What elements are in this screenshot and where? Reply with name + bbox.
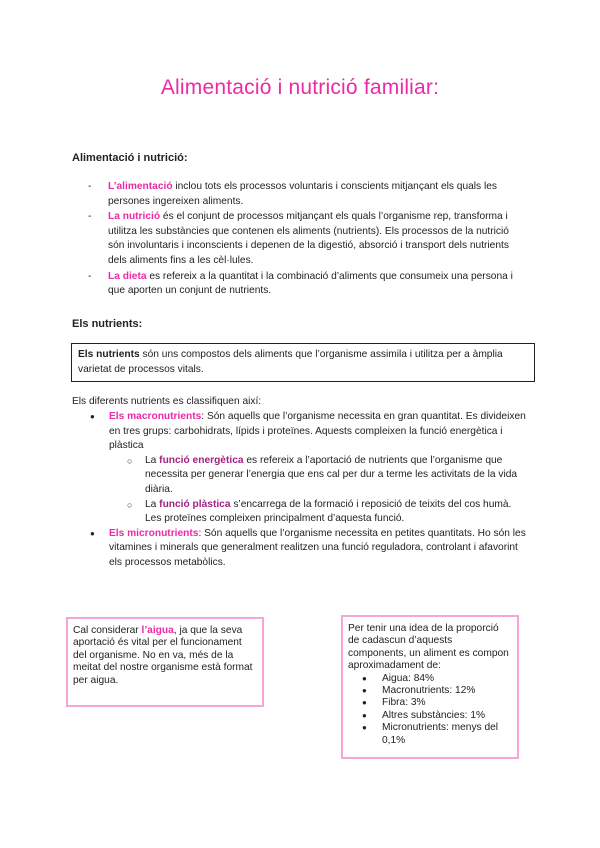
section-heading-nutrients: Els nutrients: xyxy=(72,318,143,330)
term: Els micronutrients xyxy=(109,527,199,539)
item-text: : Són aquells que l’organisme necessita en petites quantitats. Ho són les vitamines i minerals que generalment realitzen una funció reguladora, controlant i afavorint els processos metabòlics. xyxy=(109,527,526,568)
item-text: : Són aquells que l’organisme necessita en gran quantitat. Es divideixen en tres grups: carbohidrats, lípids i proteïnes. Aquests compleixen la funció energètica i plàstica xyxy=(109,411,526,452)
list-item: ● Aigua: 84% xyxy=(348,673,512,685)
definition-text: són uns compostos dels aliments que l’organisme assimila i utilitza per a àmplia varietat de processos vitals. xyxy=(78,349,503,375)
term: l’aigua xyxy=(141,625,174,636)
composition-list xyxy=(348,673,512,747)
term: Els macronutrients xyxy=(109,411,202,422)
classification-intro: Els diferents nutrients es classifiquen així: xyxy=(72,396,262,407)
item-text: inclou tots els processos voluntaris i conscients mitjançant els quals les persones ingereixen aliments. xyxy=(108,181,497,207)
list-item xyxy=(86,210,526,268)
list-item xyxy=(86,180,526,209)
nutrient-classes-list xyxy=(90,410,528,571)
prefix: Cal considerar xyxy=(73,625,142,636)
list-item xyxy=(90,527,528,571)
term: funció plàstica xyxy=(159,498,231,510)
sublist xyxy=(109,454,528,527)
term: L’alimentació xyxy=(108,181,173,192)
prefix: La xyxy=(145,498,160,510)
water-note-box xyxy=(66,617,264,707)
definitions-list xyxy=(86,180,526,300)
note-text: , ja que la seva aportació és vital per el funcionament del organisme. No en va, més de la meitat del nostre organisme està format per aigua. xyxy=(73,625,253,686)
list-item: ● Macronutrients: 12% xyxy=(348,685,512,697)
term: La nutrició xyxy=(108,211,161,223)
item-text: s’encarrega de la formació i reposició de teixits del cos humà. Les proteïnes compleixen principalment d’aquesta funció. xyxy=(145,498,512,525)
list-item xyxy=(90,410,528,527)
section-heading-alimentacio: Alimentació i nutrició: xyxy=(72,152,188,164)
list-item: ● Altres substàncies: 1% xyxy=(348,710,512,722)
term: funció energètica xyxy=(159,454,244,466)
list-item: ● Micronutrients: menys del 0,1% xyxy=(348,722,512,747)
list-item xyxy=(109,498,528,527)
prefix: La xyxy=(145,454,160,466)
page-title: Alimentació i nutrició familiar: xyxy=(160,76,440,99)
term: Els nutrients xyxy=(78,349,140,360)
list-item xyxy=(86,270,526,299)
item-text: es refereix a la quantitat i la combinació d’aliments que consumeix una persona i que aporten un conjunt de nutrients. xyxy=(108,270,513,297)
term: La dieta xyxy=(108,270,147,282)
list-item: ● Fibra: 3% xyxy=(348,697,512,709)
composition-intro: Per tenir una idea de la proporció de cadascun d’aquests components, un aliment es compon aproximadament de: xyxy=(348,623,509,672)
definition-box xyxy=(71,343,535,382)
item-text: es refereix a l’aportació de nutrients que l’organisme que necessita per generar l’energia que ens cal per dur a terme les activitats de la vida diària. xyxy=(145,454,518,495)
list-item xyxy=(109,454,528,498)
item-text: és el conjunt de processos mitjançant els quals l’organisme rep, transforma i utilitza les substàncies que contenen els aliments (nutrients). Els processos de la nutrició són involuntaris i inconscients i depenen de la digestió, absorció i transport dels nutrients dels aliments fins a les cèl·lules. xyxy=(108,211,509,266)
composition-box xyxy=(341,615,519,759)
